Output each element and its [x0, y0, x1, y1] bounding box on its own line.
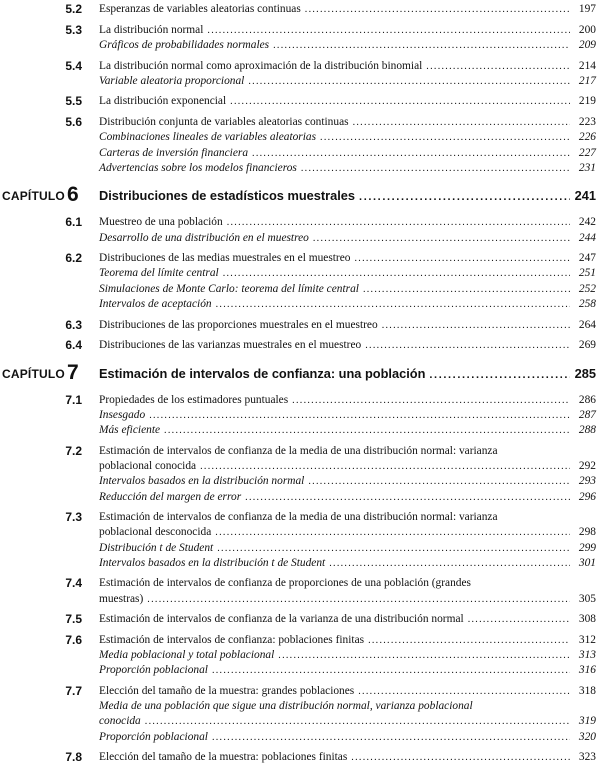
toc-section — [0, 633, 600, 679]
section-entry[interactable] — [99, 2, 596, 17]
entry-title: Distribuciones de las varianzas muestrales en el muestreo — [99, 339, 362, 352]
section-number: 7.1 — [65, 392, 82, 407]
section-number: 7.6 — [65, 633, 82, 647]
section-entry[interactable] — [99, 633, 596, 648]
page-number: 319 — [578, 715, 596, 728]
chapter-number: 7 — [67, 360, 79, 384]
chapter-number: 6 — [67, 183, 79, 207]
table-of-contents — [0, 2, 600, 771]
toc-section — [0, 684, 600, 745]
section-entry[interactable] — [99, 576, 596, 591]
page-number: 305 — [578, 592, 596, 605]
page-number: 312 — [578, 634, 596, 646]
section-entry[interactable] — [99, 459, 596, 474]
chapter-title: Estimación de intervalos de confianza: una población — [99, 365, 426, 381]
toc-section — [0, 318, 600, 333]
page-number: 197 — [578, 3, 596, 15]
section-entry[interactable] — [99, 23, 596, 38]
toc-section — [0, 23, 600, 53]
dot-leader — [313, 231, 570, 246]
page-number: 251 — [578, 267, 596, 280]
section-entry[interactable] — [99, 94, 596, 109]
dot-leader — [212, 730, 570, 745]
page-number: 252 — [578, 282, 596, 295]
entry-title: poblacional conocida — [99, 460, 197, 473]
page-number: 242 — [578, 216, 596, 229]
page-number: 223 — [578, 116, 596, 129]
dot-leader — [358, 684, 570, 699]
chapter-title: Distribuciones de estadísticos muestrales — [99, 188, 356, 204]
entry-title: La distribución normal — [99, 23, 204, 36]
entry-title: Variable aleatoria proporcional — [99, 74, 245, 87]
section-entry[interactable] — [99, 612, 596, 627]
page-number: 298 — [578, 526, 596, 539]
entry-title: Estimación de intervalos de confianza de la media de una distribución normal: varianza — [99, 444, 498, 457]
page-number: 214 — [578, 59, 596, 72]
page-number: 209 — [578, 38, 596, 51]
entry-title: Distribuciones de las proporciones muestrales en el muestreo — [99, 318, 378, 331]
entry-title: Elección del tamaño de la muestra: poblaciones finitas — [99, 751, 348, 764]
page-number: 301 — [578, 556, 596, 569]
dot-leader — [245, 490, 570, 505]
chapter-page-number: 241 — [574, 188, 596, 204]
entry-title: Simulaciones de Monte Carlo: teorema del límite central — [99, 282, 359, 295]
section-entry[interactable] — [99, 684, 596, 699]
section-number: 7.4 — [65, 576, 82, 591]
dot-leader — [278, 648, 570, 663]
section-entry[interactable] — [99, 444, 596, 459]
page-number: 226 — [578, 131, 596, 144]
page-number: 299 — [578, 541, 596, 554]
entry-title: Intervalos basados en la distribución normal — [99, 475, 305, 488]
subsection-entry[interactable] — [99, 130, 596, 145]
chapter-heading[interactable] — [0, 360, 600, 389]
section-number: 5.5 — [65, 94, 82, 109]
page-number: 286 — [578, 393, 596, 406]
section-number: 7.8 — [65, 750, 82, 765]
section-number: 5.6 — [65, 115, 82, 130]
dot-leader — [363, 282, 570, 297]
page-number: 227 — [578, 146, 596, 159]
dot-leader — [329, 556, 570, 571]
section-entry[interactable] — [99, 393, 596, 408]
subsection-entry[interactable] — [99, 231, 596, 246]
toc-section — [0, 94, 600, 109]
dot-leader — [426, 59, 570, 74]
dot-leader — [354, 251, 570, 266]
entry-title: Propiedades de los estimadores puntuales — [99, 393, 289, 406]
toc-section — [0, 338, 600, 353]
dot-leader — [223, 266, 570, 281]
section-number: 6.4 — [65, 338, 82, 353]
subsection-entry[interactable] — [99, 74, 596, 89]
dot-leader — [320, 130, 570, 145]
section-number: 7.7 — [65, 684, 82, 699]
section-entry[interactable] — [99, 215, 596, 230]
subsection-entry[interactable] — [99, 146, 596, 161]
subsection-entry[interactable] — [99, 297, 596, 312]
entry-title: Teorema del límite central — [99, 267, 219, 280]
entry-title: Media poblacional y total poblacional — [99, 649, 275, 662]
entry-title: Gráficos de probabilidades normales — [99, 38, 270, 51]
entry-title: Distribución t de Student — [99, 541, 214, 554]
subsection-entry[interactable] — [99, 161, 596, 176]
subsection-entry[interactable] — [99, 714, 596, 729]
toc-section — [0, 215, 600, 245]
section-entry[interactable] — [99, 338, 596, 353]
dot-leader — [147, 592, 570, 607]
toc-section — [0, 444, 600, 505]
toc-section — [0, 2, 600, 17]
dot-leader — [429, 369, 570, 381]
entry-title: muestras) — [99, 592, 144, 605]
toc-section — [0, 251, 600, 312]
section-number: 5.3 — [65, 22, 82, 37]
dot-leader — [212, 663, 570, 678]
dot-leader — [301, 161, 570, 176]
page-number: 219 — [578, 95, 596, 108]
entry-title: Reducción del margen de error — [99, 490, 242, 503]
page-number: 320 — [578, 730, 596, 743]
page-number: 313 — [578, 649, 596, 662]
dot-leader — [230, 94, 570, 109]
entry-title: Combinaciones lineales de variables aleatorias — [99, 131, 317, 144]
dot-leader — [351, 750, 570, 765]
dot-leader — [217, 541, 570, 556]
entry-title: Estimación de intervalos de confianza de la varianza de una distribución normal — [99, 613, 464, 626]
entry-title: Estimación de intervalos de confianza de proporciones de una población (grandes — [99, 577, 471, 590]
dot-leader — [215, 525, 570, 540]
toc-section — [0, 576, 600, 606]
subsection-entry[interactable] — [99, 490, 596, 505]
entry-title: conocida — [99, 715, 141, 728]
entry-title: Intervalos basados en la distribución t de Student — [99, 556, 326, 569]
dot-leader — [308, 474, 570, 489]
toc-section — [0, 59, 600, 89]
entry-title: La distribución normal como aproximación de la distribución binomial — [99, 59, 423, 72]
page-number: 318 — [578, 685, 596, 698]
page-number: 288 — [578, 424, 596, 437]
subsection-entry[interactable] — [99, 699, 596, 714]
section-entry[interactable] — [99, 59, 596, 74]
entry-title: Proporción poblacional — [99, 730, 208, 743]
section-entry[interactable] — [99, 750, 596, 765]
dot-leader — [216, 297, 570, 312]
dot-leader — [382, 318, 570, 333]
subsection-entry[interactable] — [99, 648, 596, 663]
dot-leader — [200, 459, 570, 474]
dot-leader — [292, 393, 570, 408]
dot-leader — [149, 408, 570, 423]
page-number: 269 — [578, 339, 596, 352]
entry-title: Carteras de inversión financiera — [99, 146, 249, 159]
toc-section — [0, 115, 600, 176]
chapter-page-number: 285 — [574, 365, 596, 381]
dot-leader — [164, 423, 570, 438]
dot-leader — [468, 612, 570, 627]
toc-section — [0, 510, 600, 571]
entry-title: Estimación de intervalos de confianza de la media de una distribución normal: varianza — [99, 511, 498, 524]
entry-title: Desarrollo de una distribución en el muestreo — [99, 231, 309, 244]
page-number: 247 — [578, 252, 596, 265]
entry-title: Advertencias sobre los modelos financieros — [99, 161, 297, 174]
entry-title: Media de una población que sigue una distribución normal, varianza poblacional — [99, 700, 473, 713]
subsection-entry[interactable] — [99, 730, 596, 745]
dot-leader — [248, 74, 570, 89]
page-number: 244 — [578, 231, 596, 244]
section-entry[interactable] — [99, 115, 596, 130]
section-entry[interactable] — [99, 592, 596, 607]
subsection-entry[interactable] — [99, 556, 596, 571]
dot-leader — [305, 2, 570, 17]
dot-leader — [207, 23, 570, 38]
section-number: 7.5 — [65, 612, 82, 627]
chapter-label: CAPÍTULO — [2, 366, 65, 381]
page-number: 200 — [578, 23, 596, 36]
section-number: 6.2 — [65, 251, 82, 266]
subsection-entry[interactable] — [99, 282, 596, 297]
subsection-entry[interactable] — [99, 423, 596, 438]
section-number: 6.3 — [65, 317, 82, 332]
entry-title: La distribución exponencial — [99, 95, 227, 108]
section-entry[interactable] — [99, 318, 596, 333]
page-number: 323 — [578, 751, 596, 764]
entry-title: Estimación de intervalos de confianza: poblaciones finitas — [99, 634, 365, 646]
page-number: 296 — [578, 490, 596, 503]
section-entry[interactable] — [99, 510, 596, 525]
section-entry[interactable] — [99, 251, 596, 266]
page-number: 287 — [578, 409, 596, 422]
page-number: 258 — [578, 297, 596, 310]
dot-leader — [227, 215, 570, 230]
page-number: 217 — [578, 74, 596, 87]
toc-section — [0, 612, 600, 627]
entry-title: Elección del tamaño de la muestra: grandes poblaciones — [99, 685, 355, 698]
subsection-entry[interactable] — [99, 663, 596, 678]
dot-leader — [252, 146, 570, 161]
toc-section — [0, 393, 600, 439]
chapter-label: CAPÍTULO — [2, 189, 65, 204]
chapter-heading[interactable] — [0, 185, 600, 211]
page-number: 308 — [578, 613, 596, 626]
section-number: 7.3 — [65, 510, 82, 525]
dot-leader — [353, 115, 570, 130]
subsection-entry[interactable] — [99, 408, 596, 423]
section-number: 7.2 — [65, 443, 82, 458]
subsection-entry[interactable] — [99, 541, 596, 556]
dot-leader — [145, 714, 570, 729]
entry-title: Muestreo de una población — [99, 216, 223, 229]
section-number: 5.2 — [65, 2, 82, 16]
dot-leader — [359, 191, 570, 203]
page-number: 231 — [578, 161, 596, 174]
dot-leader — [273, 38, 570, 53]
entry-title: Distribución conjunta de variables aleatorias continuas — [99, 116, 349, 129]
page-number: 292 — [578, 460, 596, 473]
subsection-entry[interactable] — [99, 266, 596, 281]
dot-leader — [365, 338, 570, 353]
section-entry[interactable] — [99, 525, 596, 540]
entry-title: Esperanzas de variables aleatorias continuas — [99, 3, 301, 15]
toc-section — [0, 750, 600, 765]
dot-leader — [368, 633, 570, 648]
subsection-entry[interactable] — [99, 474, 596, 489]
entry-title: poblacional desconocida — [99, 526, 212, 539]
entry-title: Más eficiente — [99, 424, 161, 437]
section-number: 6.1 — [65, 215, 82, 230]
page-number: 316 — [578, 664, 596, 677]
section-number: 5.4 — [65, 58, 82, 73]
entry-title: Distribuciones de las medias muestrales en el muestreo — [99, 252, 351, 265]
entry-title: Proporción poblacional — [99, 664, 208, 677]
page-number: 293 — [578, 475, 596, 488]
subsection-entry[interactable] — [99, 38, 596, 53]
entry-title: Insesgado — [99, 409, 146, 422]
page-number: 264 — [578, 318, 596, 331]
entry-title: Intervalos de aceptación — [99, 297, 212, 310]
